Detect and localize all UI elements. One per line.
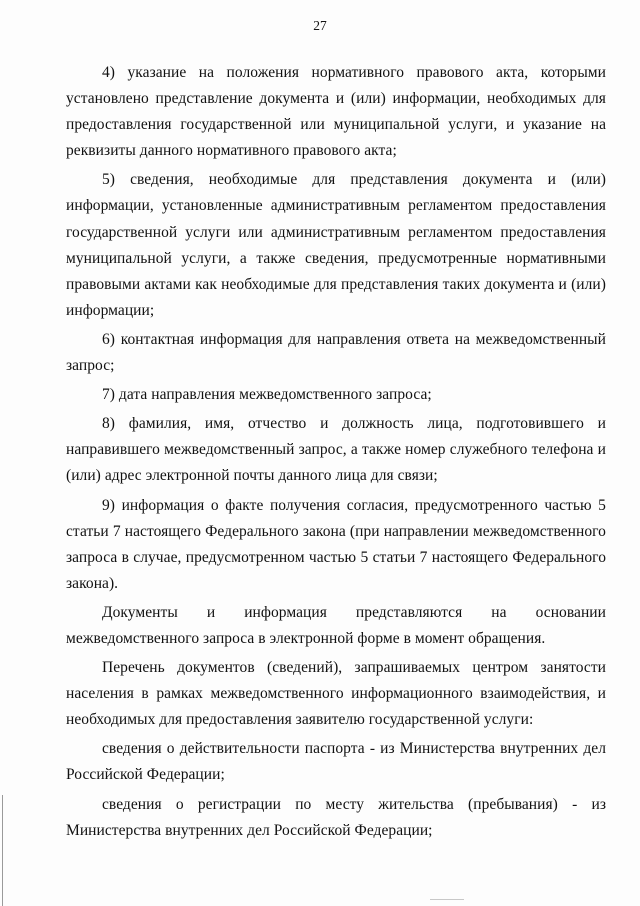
paragraph-item-4: 4) указание на положения нормативного правового акта, которыми установлено представление документа и (или) информации, необходимых для предоставления государственной или муниципальной услуги, и указание на реквизиты данного нормативного правового акта;: [66, 64, 606, 160]
paragraph-item-8: 8) фамилия, имя, отчество и должность лица, подготовившего и направившего межведомственный запрос, а также номер служебного телефона и (или) адрес электронной почты данного лица для связи;: [66, 415, 606, 485]
page-number: 27: [313, 18, 327, 33]
paragraph-item-6: 6) контактная информация для направления ответа на межведомственный запрос;: [66, 330, 606, 375]
scan-edge-line: [2, 795, 3, 906]
paragraph-item-5: 5) сведения, необходимые для представления документа и (или) информации, установленные административным регламентом предоставления государственной услуги или административным регламентом предоставления муниципальной услуги, а также сведения, предусмотренные нормативными правовыми актами как необходимые для представления таких документа и (или) информации;: [66, 171, 606, 319]
paragraph-documents-info: Документы и информация представляются на основании межведомственного запроса в электронной форме в момент обращения.: [66, 603, 606, 647]
paragraph-item-7: 7) дата направления межведомственного запроса;: [102, 386, 432, 404]
paragraph-passport-validity: сведения о действительности паспорта - из Министерства внутренних дел Российской Федерации;: [66, 740, 606, 784]
paragraph-item-9: 9) информация о факте получения согласия, предусмотренного частью 5 статьи 7 настоящего Федерального закона (при направлении межведомственного запроса в случае, предусмотренном частью 5 статьи 7 настоящего Федерального закона).: [66, 496, 606, 592]
paragraph-registration-info: сведения о регистрации по месту жительства (пребывания) - из Министерства внутренних дел Российской Федерации;: [66, 795, 606, 839]
document-body: [66, 60, 606, 847]
paragraph-documents-list-intro: Перечень документов (сведений), запрашиваемых центром занятости населения в рамках межведомственного информационного взаимодействия, и необходимых для предоставления заявителю государственной услуги:: [66, 659, 606, 729]
scan-bottom-mark: [430, 899, 464, 900]
